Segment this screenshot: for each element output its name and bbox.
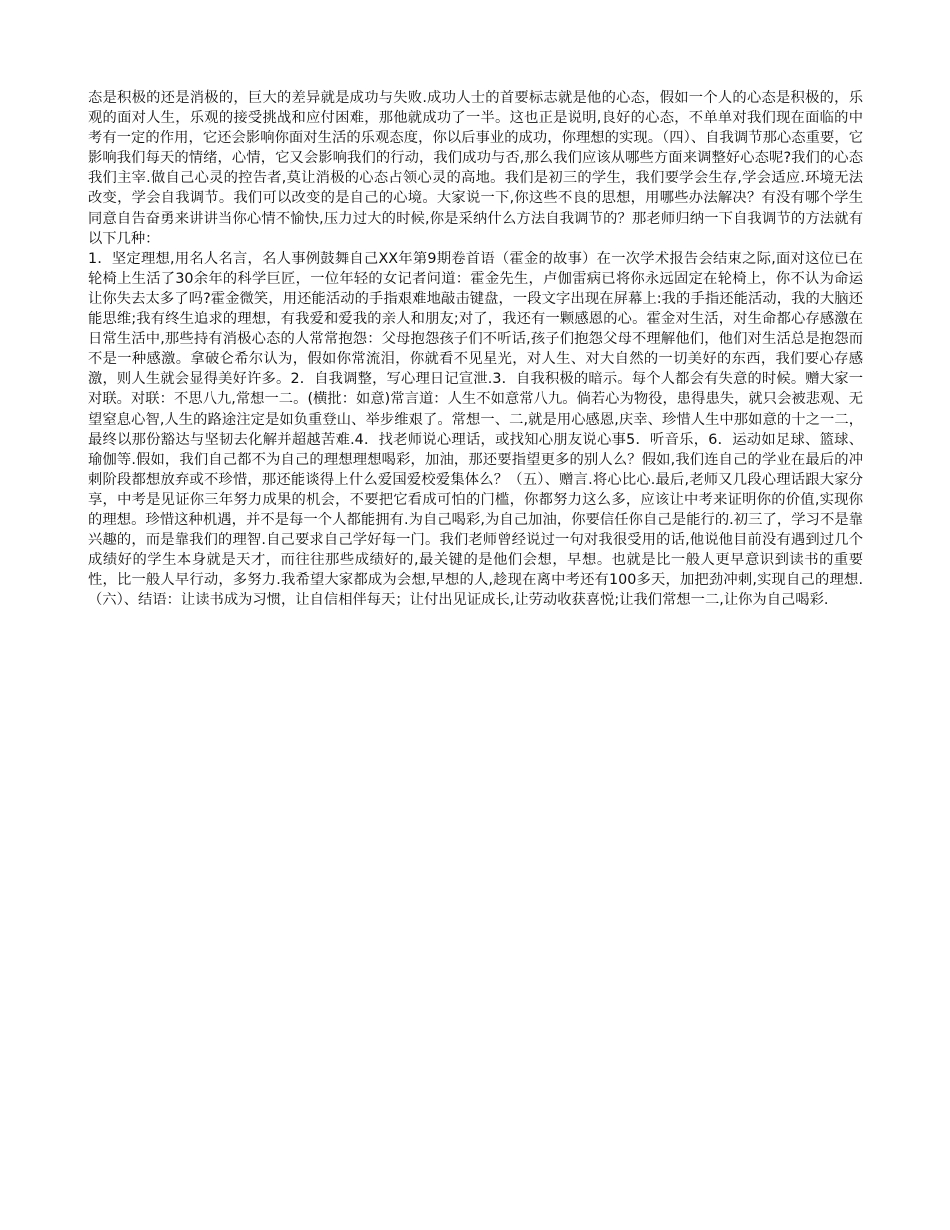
- body-paragraph-1: 态是积极的还是消极的，巨大的差异就是成功与失败.成功人士的首要标志就是他的心态，假如一个人的心态是积极的，乐观的面对人生，乐观的接受挑战和应付困难，那他就成功了一半。这也正是说明,良好的心态，不单单对我们现在面临的中考有一定的作用，它还会影响你面对生活的乐观态度，你以后事业的成功，你理想的实现。（四）、自我调节那心态重要，它影响我们每天的情绪，心情，它又会影响我们的行动，我们成功与否,那么我们应该从哪些方面来调整好心态呢?我们的心态我们主宰.做自己心灵的控告者,莫让消极的心态占领心灵的高地。我们是初三的学生，我们要学会生存,学会适应.环境无法改变，学会自我调节。我们可以改变的是自己的心境。大家说一下,你这些不良的思想，用哪些办法解决？有没有哪个学生同意自告奋勇来讲讲当你心情不愉快,压力过大的时候,你是采纳什么方法自我调节的？那老师归纳一下自我调节的方法就有以下几种：: [88, 90, 863, 247]
- body-paragraph-2: 1．坚定理想,用名人名言，名人事例鼓舞自己XX年第9期卷首语（霍金的故事）在一次学术报告会结束之际,面对这位已在轮椅上生活了30余年的科学巨匠，一位年轻的女记者问道：霍金先生，卢伽雷病已将你永远固定在轮椅上，你不认为命运让你失去太多了吗?霍金微笑，用还能活动的手指艰难地敲击键盘，一段文字出现在屏幕上:我的手指还能活动，我的大脑还能思维;我有终生追求的理想，有我爱和爱我的亲人和朋友;对了，我还有一颗感恩的心。霍金对生活，对生命都心存感激在日常生活中,那些持有消极心态的人常常抱怨：父母抱怨孩子们不听话,孩子们抱怨父母不理解他们，他们对生活总是抱怨而不是一种感激。拿破仑希尔认为，假如你常流泪，你就看不见星光，对人生、对大自然的一切美好的东西，我们要心存感激，则人生就会显得美好许多。2．自我调整，写心理日记宣泄.3．自我积极的暗示。每个人都会有失意的时候。赠大家一对联。对联：不思八九,常想一二。(横批：如意)常言道：人生不如意常八九。倘若心为物役，患得患失，就只会被悲观、无望窒息心智,人生的路途注定是如负重登山、举步维艰了。常想一、二,就是用心感恩,庆幸、珍惜人生中那如意的十之一二，最终以那份豁达与坚韧去化解并超越苦难.4．找老师说心理话，或找知心朋友说心事5．听音乐，6．运动如足球、篮球、瑜伽等.假如，我们自己都不为自己的理想理想喝彩，加油，那还要指望更多的别人么？假如,我们连自己的学业在最后的冲刺阶段都想放弃或不珍惜，那还能谈得上什么爱国爱校爱集体么？（五）、赠言.将心比心.最后,老师又几段心理话跟大家分享，中考是见证你三年努力成果的机会，不要把它看成可怕的门槛，你都努力这么多，应该让中考来证明你的价值,实现你的理想。珍惜这种机遇，并不是每一个人都能拥有.为自己喝彩,为自己加油，你要信任你自己是能行的.初三了，学习不是靠兴趣的，而是靠我们的理智.自己要求自己学好每一门。我们老师曾经说过一句对我很受用的话,他说他目前没有遇到过几个成绩好的学生本身就是天才，而往往那些成绩好的,最关键的是他们会想，早想。也就是比一般人更早意识到读书的重要性，比一般人早行动，多努力.我希望大家都成为会想,早想的人,趁现在离中考还有100多天，加把劲冲刺,实现自己的理想.（六）、结语：让读书成为习惯，让自信相伴每天；让付出见证成长,让劳动收获喜悦;让我们常想一二,让你为自己喝彩.: [88, 250, 863, 609]
- document-page: [88, 88, 863, 610]
